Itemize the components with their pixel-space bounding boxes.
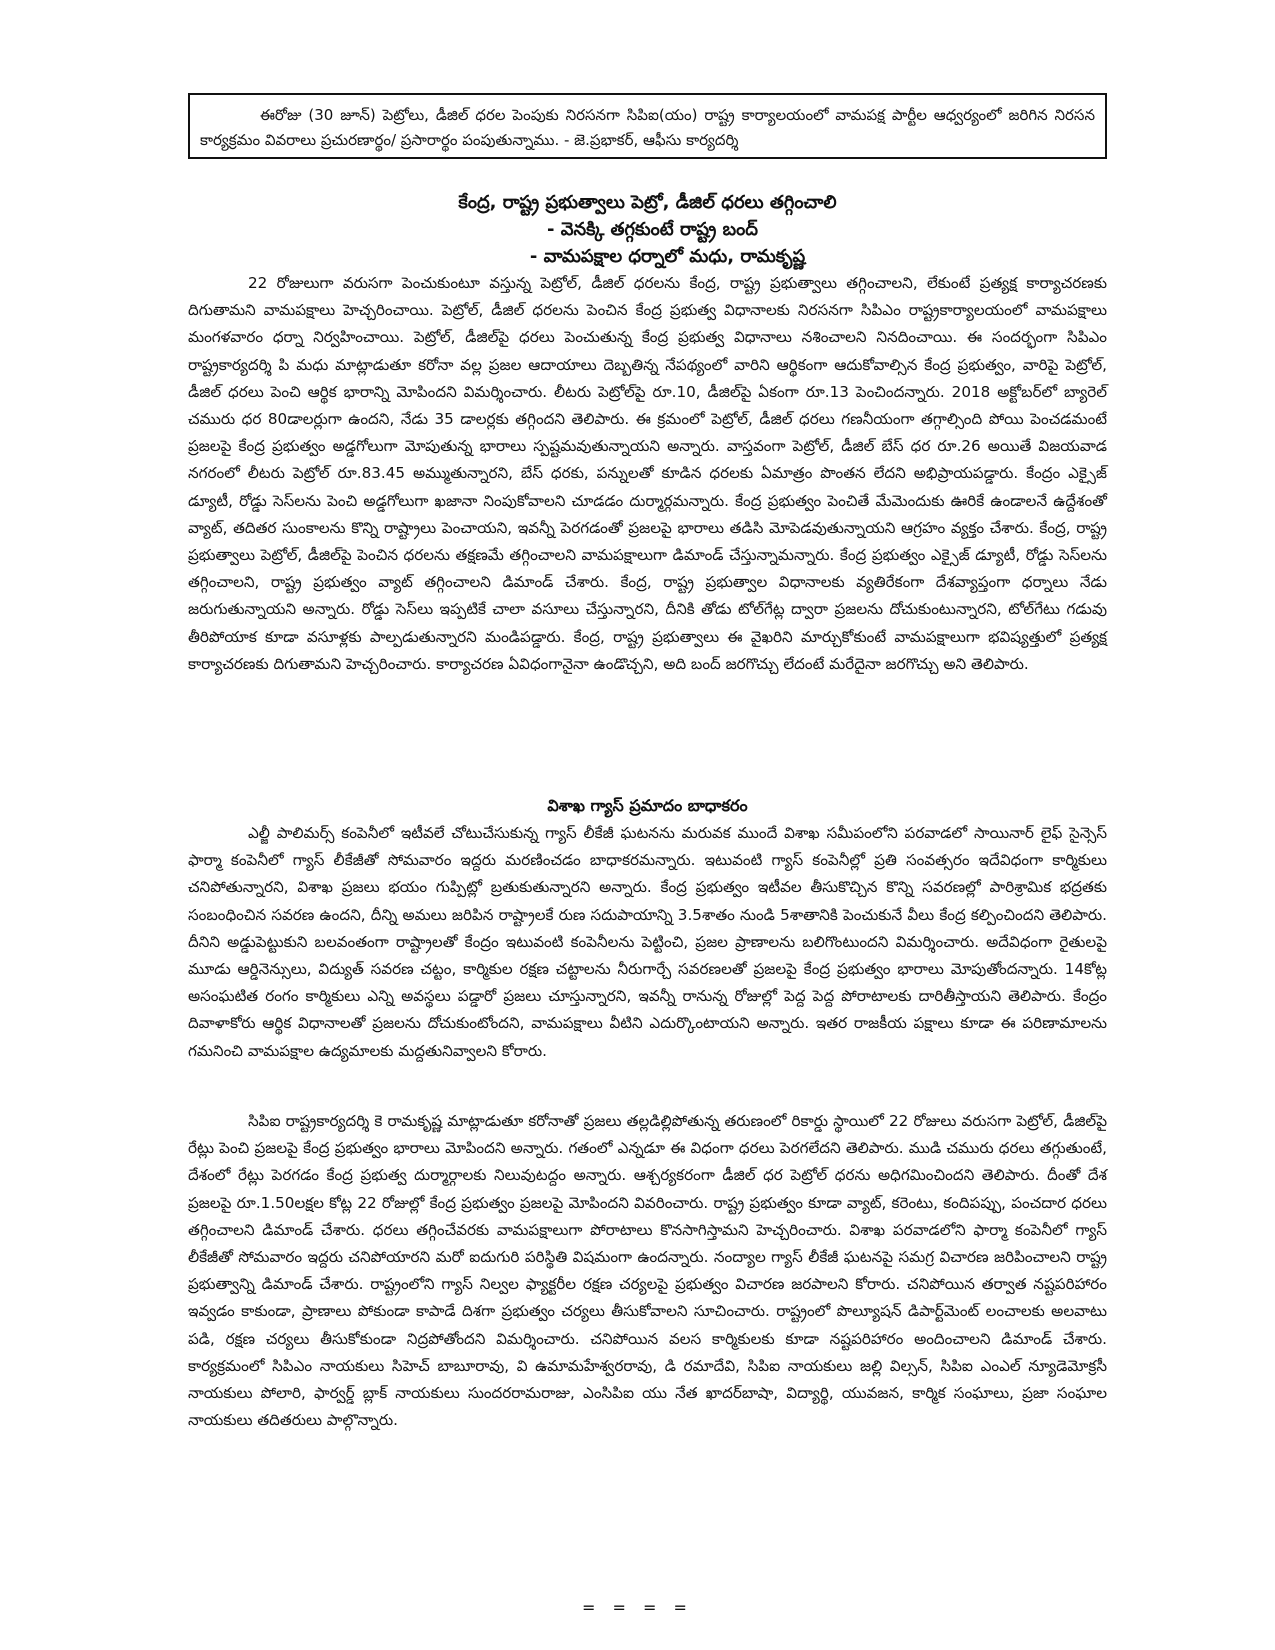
paragraph-1: 22 రోజులుగా వరుసగా పెంచుకుంటూ వస్తున్న పెట్రోల్, డీజిల్ ధరలను కేంద్ర, రాష్ట్ర ప్రభుత్వాలు తగ్గించాలని, లేకుంటే ప్రత్యక్ష కార్యాచరణకు దిగుతామని వామపక్షాలు హెచ్చరించాయి. పెట్రోల్, డీజిల్ ధరలను పెంచిన కేంద్ర ప్రభుత్వ విధానాలకు నిరసనగా సిపిఎం రాష్ట్రకార్యాలయంలో వామపక్షాలు మంగళవారం ధర్నా నిర్వహించాయి. పెట్రోల్, డీజిల్‌పై ధరలు పెంచుతున్న కేంద్ర ప్రభుత్వ విధానాలు నశించాలని నినదించాయి. ఈ సందర్భంగా సిపిఎం రాష్ట్రకార్యదర్శి పి మధు మాట్లాడుతూ కరోనా వల్ల ప్రజల ఆదాయాలు దెబ్బతిన్న నేపథ్యంలో వారిని ఆర్థికంగా ఆదుకోవాల్సిన కేంద్ర ప్రభుత్వం, వారిపై పెట్రోల్, డీజిల్ ధరలు పెంచి ఆర్థిక భారాన్ని మోపిందని విమర్శించారు. లీటరు పెట్రోల్‌పై రూ.10, డీజిల్‌పై ఏకంగా రూ.13 పెంచిందన్నారు. 2018 అక్టోబర్‌లో బ్యారెల్ చమురు ధర 80డాలర్లుగా ఉందని, నేడు 35 డాలర్లకు తగ్గిందని తెలిపారు. ఈ క్రమంలో పెట్రోల్, డీజిల్ ధరలు గణనీయంగా తగ్గాల్సింది పోయి పెంచడమంటే ప్రజలపై కేంద్ర ప్రభుత్వం అడ్డగోలుగా మోపుతున్న భారాలు స్పష్టమవుతున్నాయని అన్నారు. వాస్తవంగా పెట్రోల్, డీజిల్ బేస్ ధర రూ.26 అయితే విజయవాడ నగరంలో లీటరు పెట్రోల్ రూ.83.45 అమ్ముతున్నారని, బేస్ ధరకు, పన్నులతో కూడిన ధరలకు ఏమాత్రం పొంతన లేదని అభిప్రాయపడ్డారు. కేంద్రం ఎక్సైజ్ డ్యూటీ, రోడ్డు సెస్‌లను పెంచి అడ్డగోలుగా ఖజానా నింపుకోవాలని చూడడం దుర్మార్గమన్నారు. కేంద్ర ప్రభుత్వం పెంచితే మేమెందుకు ఊరికే ఉండాలనే ఉద్దేశంతో వ్యాట్, తదితర సుంకాలను కొన్ని రాష్ట్రాలు పెంచాయని, ఇవన్నీ పెరగడంతో ప్రజలపై భారాలు తడిసి మోపెడవుతున్నాయని ఆగ్రహం వ్యక్తం చేశారు. కేంద్ర, రాష్ట్ర ప్రభుత్వాలు పెట్రోల్, డీజిల్‌పై పెంచిన ధరలను తక్షణమే తగ్గించాలని వామపక్షాలుగా డిమాండ్ చేస్తున్నామన్నారు. కేంద్ర ప్రభుత్వం ఎక్సైజ్ డ్యూటీ, రోడ్డు సెస్‌లను తగ్గించాలని, రాష్ట్ర ప్రభుత్వం వ్యాట్ తగ్గించాలని డిమాండ్ చేశారు. కేంద్ర, రాష్ట్ర ప్రభుత్వాల విధానాలకు వ్యతిరేకంగా దేశవ్యాప్తంగా ధర్నాలు నేడు జరుగుతున్నాయని అన్నారు. రోడ్డు సెస్‌లు ఇప్పటికే చాలా వసూలు చేస్తున్నారని, దీనికి తోడు టోల్‌గేట్ల ద్వారా ప్రజలను దోచుకుంటున్నారని, టోల్‌గేటు గడువు తీరిపోయాక కూడా వసూళ్లకు పాల్పడుతున్నారని మండిపడ్డారు. కేంద్ర, రాష్ట్ర ప్రభుత్వాలు ఈ వైఖరిని మార్చుకోకుంటే వామపక్షాలుగా భవిష్యత్తులో ప్రత్యక్ష కార్యాచరణకు దిగుతామని హెచ్చరించారు. కార్యాచరణ ఏవిధంగానైనా ఉండొచ్చని, అది బంద్ జరగొచ్చు లేదంటే మరేదైనా జరగొచ్చు అని తెలిపారు. <box>188 274 1107 673</box>
paragraph-3: సిపిఐ రాష్ట్రకార్యదర్శి కె రామకృష్ణ మాట్లాడుతూ కరోనాతో ప్రజలు తల్లడిల్లిపోతున్న తరుణంలో రికార్డు స్థాయిలో 22 రోజులు వరుసగా పెట్రోల్, డీజిల్‌పై రేట్లు పెంచి ప్రజలపై కేంద్ర ప్రభుత్వం భారాలు మోపిందని అన్నారు. గతంలో ఎన్నడూ ఈ విధంగా ధరలు పెరగలేదని తెలిపారు. ముడి చమురు ధరలు తగ్గుతుంటే, దేశంలో రేట్లు పెరగడం కేంద్ర ప్రభుత్వ దుర్మార్గాలకు నిలువుటద్దం అన్నారు. ఆశ్చర్యకరంగా డీజిల్ ధర పెట్రోల్ ధరను అధిగమించిందని తెలిపారు. దీంతో దేశ ప్రజలపై రూ.1.50లక్షల కోట్ల 22 రోజుల్లో కేంద్ర ప్రభుత్వం ప్రజలపై మోపిందని వివరించారు. రాష్ట్ర ప్రభుత్వం కూడా వ్యాట్, కరెంటు, కందిపప్పు, పంచదార ధరలు తగ్గించాలని డిమాండ్ చేశారు. ధరలు తగ్గించేవరకు వామపక్షాలుగా పోరాటాలు కొనసాగిస్తామని హెచ్చరించారు. విశాఖ పరవాడలోని ఫార్మా కంపెనీలో గ్యాస్ లీకేజీతో సోమవారం ఇద్దరు చనిపోయారని మరో ఐదుగురి పరిస్థితి విషమంగా ఉందన్నారు. నంద్యాల గ్యాస్ లీకేజీ ఘటనపై సమగ్ర విచారణ జరిపించాలని రాష్ట్ర ప్రభుత్వాన్ని డిమాండ్ చేశారు. రాష్ట్రంలోని గ్యాస్ నిల్వల ఫ్యాక్టరీల రక్షణ చర్యలపై ప్రభుత్వం విచారణ జరపాలని కోరారు. చనిపోయిన తర్వాత నష్టపరిహారం ఇవ్వడం కాకుండా, ప్రాణాలు పోకుండా కాపాడే దిశగా ప్రభుత్వం చర్యలు తీసుకోవాలని సూచించారు. రాష్ట్రంలో పొల్యూషన్ డిపార్ట్‌మెంట్ లంచాలకు అలవాటు పడి, రక్షణ చర్యలు తీసుకోకుండా నిద్రపోతోందని విమర్శించారు. చనిపోయిన వలస కార్మికులకు కూడా నష్టపరిహారం అందించాలని డిమాండ్ చేశారు. కార్యక్రమంలో సిపిఎం నాయకులు సిహెచ్ బాబూరావు, వి ఉమామహేశ్వరరావు, డి రమాదేవి, సిపిఐ నాయకులు జల్లి విల్సన్, సిపిఐ ఎంఎల్ న్యూడెమోక్రసీ నాయకులు పోలారి, ఫార్వర్డ్ బ్లాక్ నాయకులు సుందరరామరాజు, ఎంసిపిఐ యు నేత ఖాదర్‌బాషా, విద్యార్థి, యువజన, కార్మిక సంఘాలు, ప్రజా సంఘాల నాయకులు తదితరులు పాల్గొన్నారు. <box>188 1112 1107 1430</box>
end-divider: = = = = <box>582 1598 693 1617</box>
main-headline: కేంద్ర, రాష్ట్ర ప్రభుత్వాలు పెట్రో, డీజిల్ ధరలు తగ్గించాలి <box>458 192 837 213</box>
sub-headline-1: - వెనక్కి తగ్గకుంటే రాష్ట్ర బంద్ <box>547 219 758 240</box>
section-heading: విశాఖ గ్యాస్ ప్రమాదం బాధాకరం <box>547 796 748 815</box>
paragraph-2: ఎల్జీ పాలిమర్స్ కంపెనీలో ఇటీవలే చోటుచేసుకున్న గ్యాస్ లీకేజీ ఘటనను మరువక ముందే విశాఖ సమీపంలోని పరవాడలో సాయినార్ లైఫ్ సైన్సెస్ ఫార్మా కంపెనీలో గ్యాస్ లీకేజీతో సోమవారం ఇద్దరు మరణించడం బాధాకరమన్నారు. ఇటువంటి గ్యాస్ కంపెనీల్లో ప్రతి సంవత్సరం ఇదేవిధంగా కార్మికులు చనిపోతున్నారని, విశాఖ ప్రజలు భయం గుప్పిట్లో బ్రతుకుతున్నారని అన్నారు. కేంద్ర ప్రభుత్వం ఇటీవల తీసుకొచ్చిన కొన్ని సవరణల్లో పారిశ్రామిక భద్రతకు సంబంధించిన సవరణ ఉందని, దీన్ని అమలు జరిపిన రాష్ట్రాలకే రుణ సదుపాయాన్ని 3.5శాతం నుండి 5శాతానికి పెంచుకునే వీలు కేంద్ర కల్పించిందని తెలిపారు. దీనిని అడ్డుపెట్టుకుని బలవంతంగా రాష్ట్రాలతో కేంద్రం ఇటువంటి కంపెనీలను పెట్టించి, ప్రజల ప్రాణాలను బలిగొంటుందని విమర్శించారు. అదేవిధంగా రైతులపై మూడు ఆర్డినెన్సులు, విద్యుత్ సవరణ చట్టం, కార్మికుల రక్షణ చట్టాలను నీరుగార్చే సవరణలతో ప్రజలపై కేంద్ర ప్రభుత్వం భారాలు మోపుతోందన్నారు. 14కోట్ల అసంఘటిత రంగం కార్మికులు ఎన్ని అవస్థలు పడ్డారో ప్రజలు చూస్తున్నారని, ఇవన్నీ రానున్న రోజుల్లో పెద్ద పెద్ద పోరాటాలకు దారితీస్తాయని తెలిపారు. కేంద్రం దివాళాకోరు ఆర్థిక విధానాలతో ప్రజలను దోచుకుంటోందని, వామపక్షాలు వీటిని ఎదుర్కొంటాయని అన్నారు. ఇతర రాజకీయ పక్షాలు కూడా ఈ పరిణామాలను గమనించి వామపక్షాల ఉద్యమాలకు మద్దతునివ్వాలని కోరారు. <box>188 824 1107 1060</box>
press-note-box <box>188 93 1107 159</box>
press-note-text: ఈరోజు (30 జూన్) పెట్రోలు, డీజిల్ ధరల పెంపుకు నిరసనగా సిపిఐ(యం) రాష్ట్ర కార్యాలయంలో వామపక్ష పార్టీల ఆధ్వర్యంలో జరిగిన నిరసన కార్యక్రమం వివరాలు ప్రచురణార్థం/ ప్రసారార్థం పంపుతున్నాము. - జె.ప్రభాకర్, ఆఫీసు కార్యదర్శి <box>200 106 1095 149</box>
sub-headline-2: - వామపక్షాల ధర్నాలో మధు, రామకృష్ణ <box>529 246 806 267</box>
